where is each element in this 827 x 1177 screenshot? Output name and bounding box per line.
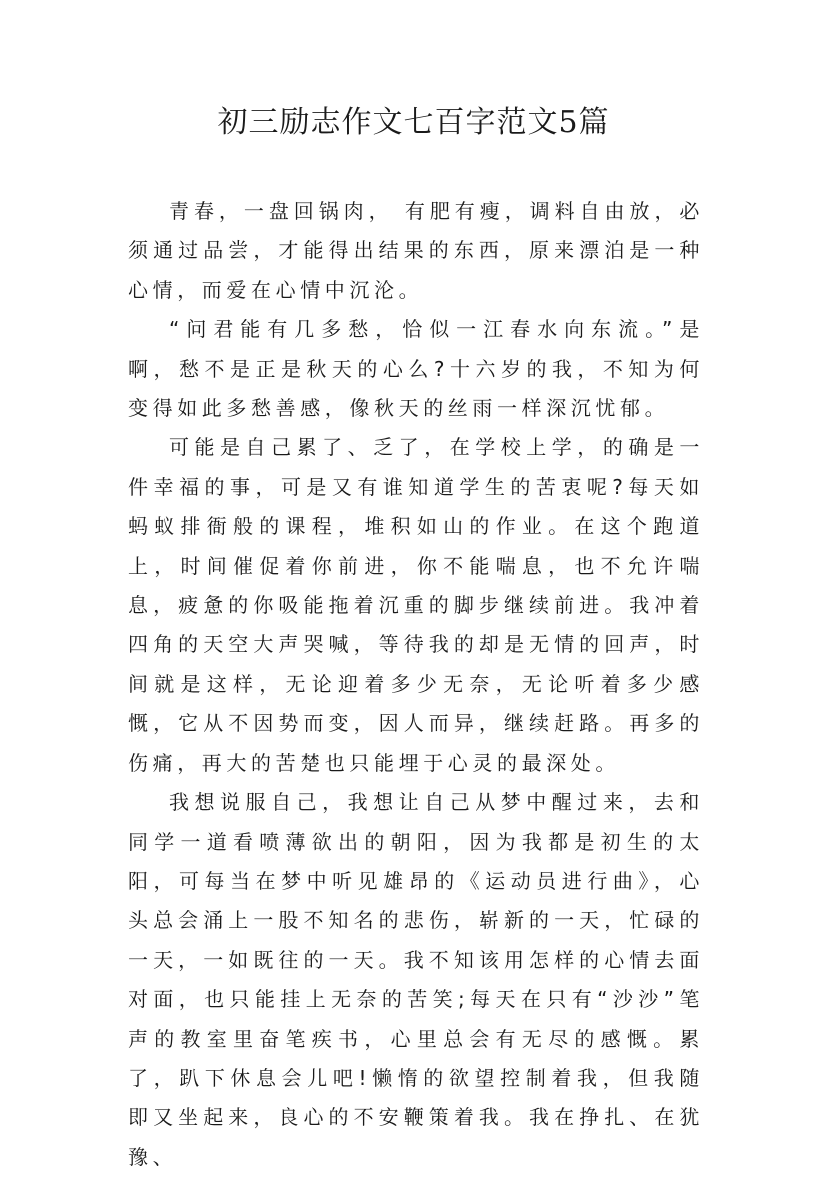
paragraph-4: 我想说服自己，我想让自己从梦中醒过来，去和同学一道看喷薄欲出的朝阳，因为我都是初生的太阳，可每当在梦中听见雄昂的《运动员进行曲》，心头总会涌上一股不知名的悲伤，崭新的一天，忙碌的一天，一如既往的一天。我不知该用怎样的心情去面对面，也只能挂上无奈的苦笑;每天在只有“沙沙”笔声的教室里奋笔疾书，心里总会有无尽的感慨。累了，趴下休息会儿吧!懒惰的欲望控制着我，但我随即又坐起来，良心的不安鞭策着我。我在挣扎、在犹豫、	[128, 790, 704, 1169]
document-body	[128, 192, 704, 1177]
paragraph-3: 可能是自己累了、乏了，在学校上学，的确是一件幸福的事，可是又有谁知道学生的苦衷呢?每天如蚂蚁排衙般的课程，堆积如山的作业。在这个跑道上，时间催促着你前进，你不能喘息，也不允许喘息，疲惫的你吸能拖着沉重的脚步继续前进。我冲着四角的天空大声哭喊，等待我的却是无情的回声，时间就是这样，无论迎着多少无奈，无论听着多少感慨，它从不因势而变，因人而异，继续赶路。再多的伤痛，再大的苦楚也只能埋于心灵的最深处。	[128, 435, 704, 775]
paragraph-2: “问君能有几多愁，恰似一江春水向东流。”是啊，愁不是正是秋天的心么?十六岁的我，不知为何变得如此多愁善感，像秋天的丝雨一样深沉忧郁。	[128, 317, 704, 421]
paragraph-1: 青春，一盘回锅肉， 有肥有瘦，调料自由放，必须通过品尝，才能得出结果的东西，原来漂泊是一种心情，而爱在心情中沉沦。	[128, 199, 704, 302]
document-title: 初三励志作文七百字范文5篇	[217, 105, 610, 140]
